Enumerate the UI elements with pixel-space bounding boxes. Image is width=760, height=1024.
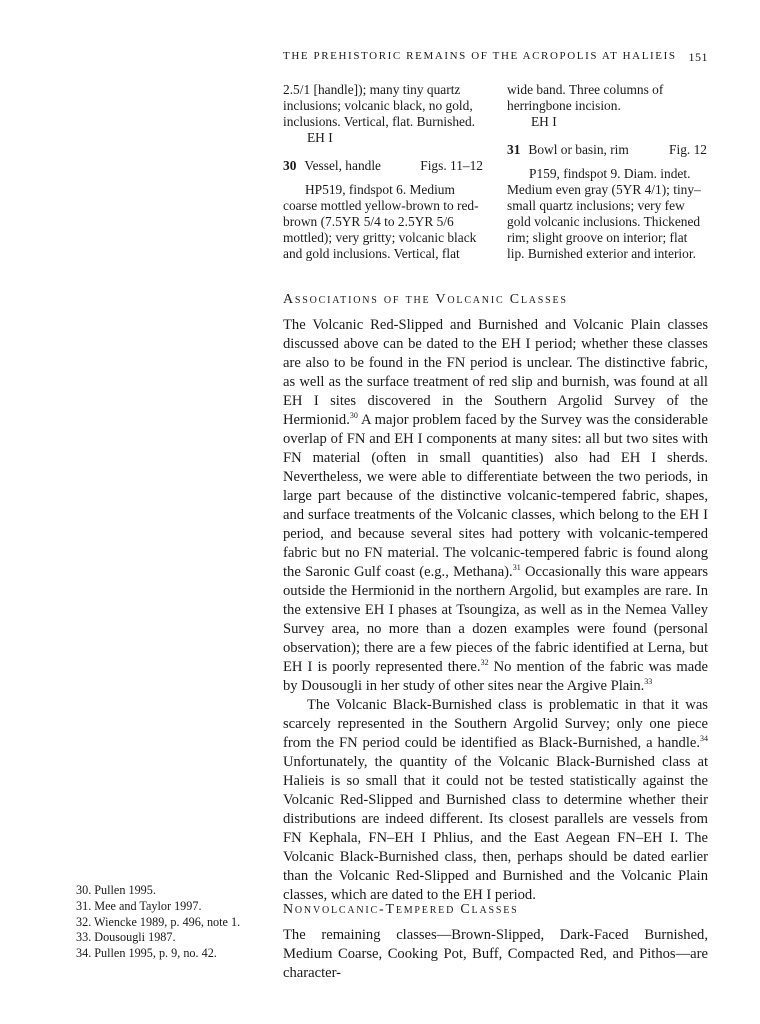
catalog-entry-heading xyxy=(507,142,707,158)
footnote-ref[interactable]: 34 xyxy=(700,734,708,744)
page-number: 151 xyxy=(688,50,708,64)
catalog-entry-number: 30 xyxy=(283,158,297,173)
catalog-entry-figs: Fig. 12 xyxy=(669,142,707,157)
catalog-entry-body: HP519, findspot 6. Medium coarse mottled yellow-brown to red-brown (7.5YR 5/4 to 2.5YR 5/6 mottled); very gritty; volcanic black and gold inclusions. Vertical, flat xyxy=(283,182,479,261)
footnote: 34. Pullen 1995, p. 9, no. 42. xyxy=(76,946,217,961)
catalog-column-right xyxy=(507,82,707,262)
catalog-entry-body: P159, findspot 9. Diam. indet. Medium even gray (5YR 4/1); tiny–small quartz inclusions; very few gold volcanic inclusions. Thickened rim; slight groove on interior; flat lip. Burnished exterior and interior. xyxy=(507,166,701,261)
footnote-ref[interactable]: 32 xyxy=(480,658,489,668)
footnotes xyxy=(76,883,276,962)
section-heading: Nonvolcanic-Tempered Classes xyxy=(283,902,519,917)
footnote: 30. Pullen 1995. xyxy=(76,883,156,897)
catalog-column-left xyxy=(283,82,483,262)
paragraph: The Volcanic Black-Burnished class is problematic in that it was scarcely represented in the Southern Argolid Survey; only one piece from the FN period could be identified as Black-Burnished, a handle.$^{34}$ Unfortunately, the quantity of the Volcanic Black-Burnished class at Halieis is so small that it could not be tested statistically against the Volcanic Red-Slipped and Burnished class to determine whether their distributions are indeed different. Its closest parallels are vessels from FN Kephala, FN–EH I Phlius, and the East Aegean FN–EH I. The Volcanic Black-Burnished class, then, perhaps should be dated earlier than the Volcanic Red-Slipped and Burnished and the Volcanic Plain classes, which are dated to the EH I period. xyxy=(283,697,708,903)
paragraph: The Volcanic Red-Slipped and Burnished and Volcanic Plain classes discussed above can be dated to the EH I period; whether these classes are also to be found in the FN period is unclear. The distinctive fabric, as well as the surface treatment of red slip and burnish, was found at all EH I sites discovered in the Southern Argolid Survey of the Hermionid.$^{30}$ A major problem faced by the Survey was the considerable overlap of FN and EH I components at many sites: all but two sites with FN material (often in small quantities) also had EH I sherds. Nevertheless, we were able to differentiate between the two periods, in large part because of the distinctive volcanic-tempered fabric, shapes, and surface treatments of the Volcanic classes, which belong to the EH I period, and because several sites had pottery with volcanic-tempered fabric but no FN material. The volcanic-tempered fabric is found along the Saronic Gulf coast (e.g., Methana).$^{31}$ Occasionally this ware appears outside the Hermionid in the northern Argolid, but examples are rare. In the extensive EH I phases at Tsoungiza, as well as in the Nemea Valley Survey area, no more than a dozen examples were found (personal observation); there are a few pieces of the fabric identified at Lerna, but EH I is poorly represented there.$^{32}$ No mention of the fabric was made by Dousougli in her study of other sites near the Argive Plain.$^{33}$ xyxy=(283,317,709,694)
paragraph: The remaining classes—Brown-Slipped, Dark-Faced Burnished, Medium Coarse, Cooking Pot, Buff, Compacted Red, and Pithos—are character- xyxy=(283,927,708,981)
catalog-period: EH I xyxy=(307,130,333,145)
footnote: 33. Dousougli 1987. xyxy=(76,930,176,945)
footnote-ref[interactable]: 30 xyxy=(349,411,358,421)
catalog-entry-figs: Figs. 11–12 xyxy=(420,158,483,173)
section-body xyxy=(283,926,708,983)
catalog-continuation: 2.5/1 [handle]); many tiny quartz inclusions; volcanic black, no gold, inclusions. Vertical, flat. Burnished. xyxy=(283,82,476,129)
section-heading: Associations of the Volcanic Classes xyxy=(283,292,568,307)
catalog-entry-title: Bowl or basin, rim xyxy=(528,142,629,157)
catalog-entry-heading xyxy=(283,158,483,174)
catalog-continuation: wide band. Three columns of herringbone incision. xyxy=(507,82,664,113)
catalog-entry-title: Vessel, handle xyxy=(304,158,381,173)
footnote-ref[interactable]: 31 xyxy=(512,563,521,573)
footnote: 32. Wiencke 1989, p. 496, note 1. xyxy=(76,914,241,929)
running-title: THE PREHISTORIC REMAINS OF THE ACROPOLIS AT HALIEIS xyxy=(283,50,677,62)
catalog-entry-number: 31 xyxy=(507,142,521,157)
footnote: 31. Mee and Taylor 1997. xyxy=(76,898,202,913)
running-header xyxy=(283,50,708,62)
footnote-ref[interactable]: 33 xyxy=(644,677,653,687)
section-body xyxy=(283,316,708,905)
catalog-period: EH I xyxy=(531,114,557,129)
